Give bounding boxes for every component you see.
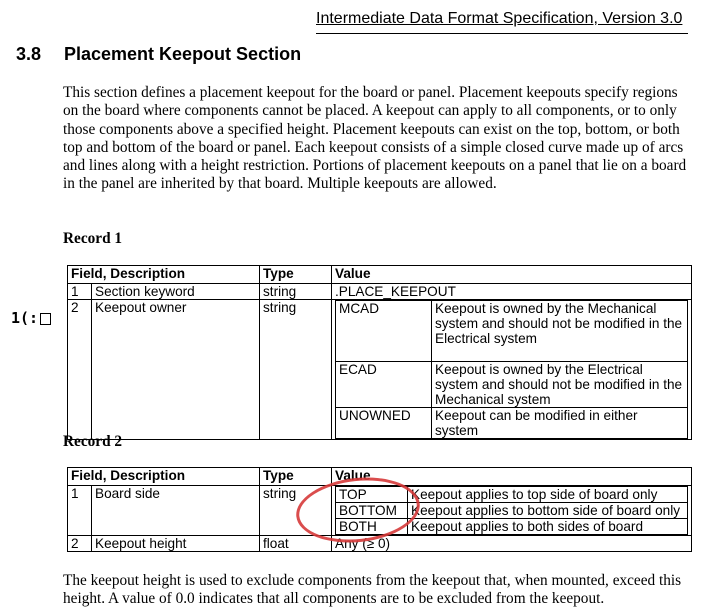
option-text: Keepout is owned by the Electrical system and should not be modified in the Mechanical system [432, 362, 688, 408]
value-options [335, 300, 688, 439]
option-key: BOTTOM [336, 503, 408, 519]
margin-checkbox-icon [40, 313, 51, 325]
option-key: ECAD [336, 362, 432, 408]
record2-label: Record 2 [63, 433, 123, 450]
margin-note-text: 1(: [11, 309, 39, 327]
table-row [68, 284, 692, 300]
header-title: Intermediate Data Format Specification, Version 3.0 [316, 10, 683, 27]
row-type: float [260, 536, 332, 552]
row-description: Board side [92, 486, 260, 536]
closing-paragraph: The keepout height is used to exclude components from the keepout that, when mounted, exceed this height. A value of 0.0 indicates that all components are to be excluded from the keepout. [63, 572, 682, 608]
row-number: 2 [68, 300, 92, 440]
row-description: Keepout owner [92, 300, 260, 440]
section-title: Placement Keepout Section [64, 44, 302, 64]
header-type: Type [260, 468, 332, 486]
row-description: Keepout height [92, 536, 260, 552]
option-text: Keepout is owned by the Mechanical system and should not be modified in the Electrical system [432, 301, 688, 362]
option-key: MCAD [336, 301, 432, 362]
section-number: 3.8 [16, 44, 42, 64]
row-number: 1 [68, 284, 92, 300]
row-number: 1 [68, 486, 92, 536]
section-heading [16, 44, 301, 65]
header-field: Field, Description [68, 266, 260, 284]
table-row [68, 300, 692, 440]
value-option [336, 362, 688, 408]
page-header [316, 10, 688, 34]
header-value: Value [332, 266, 692, 284]
row-type: string [260, 300, 332, 440]
margin-note [11, 309, 51, 327]
intro-paragraph: This section defines a placement keepout for the board or panel. Placement keepouts specify regions on the board where components cannot be placed. A keepout can apply to all components, or to only those components above a specified height. Placement keepouts can exist on the top, bottom, or both top and bottom of the board or panel. Each keepout consists of a simple closed curve made up of arcs and lines along with a height restriction. Portions of placement keepouts on a panel that lie on a board in the panel are inherited by that board. Multiple keepouts are allowed. [63, 84, 687, 193]
option-text: Keepout applies to bottom side of board only [408, 503, 688, 519]
row-value [332, 300, 692, 440]
row-type: string [260, 284, 332, 300]
row-value: .PLACE_KEEPOUT [332, 284, 692, 300]
header-value: Value [332, 468, 692, 486]
header-type: Type [260, 266, 332, 284]
option-text: Keepout applies to both sides of board [408, 519, 688, 535]
option-text: Keepout can be modified in either system [432, 408, 688, 439]
option-key: BOTH [336, 519, 408, 535]
option-key: UNOWNED [336, 408, 432, 439]
row-value: Any (≥ 0) [332, 536, 692, 552]
row-type: string [260, 486, 332, 536]
option-key: TOP [336, 487, 408, 503]
value-option [336, 408, 688, 439]
value-option [336, 301, 688, 362]
record1-label: Record 1 [63, 230, 123, 247]
row-description: Section keyword [92, 284, 260, 300]
record1-header-row [68, 266, 692, 284]
option-text: Keepout applies to top side of board only [408, 487, 688, 503]
row-number: 2 [68, 536, 92, 552]
header-field: Field, Description [68, 468, 260, 486]
record1-table [67, 265, 692, 440]
